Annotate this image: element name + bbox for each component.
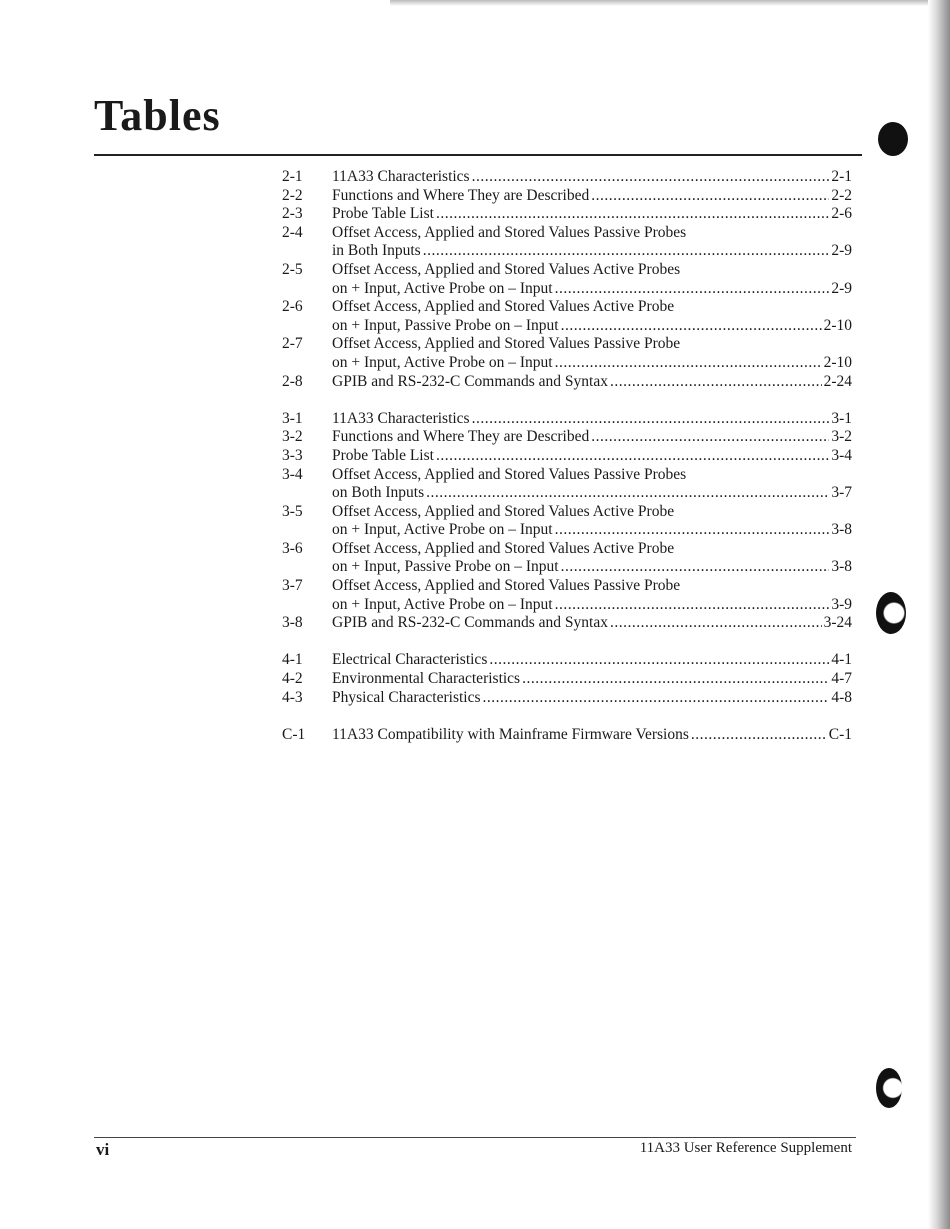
table-entry-body xyxy=(332,670,852,689)
page-reference: 3-9 xyxy=(831,595,852,613)
table-title-lastline xyxy=(332,187,852,206)
document-title: 11A33 User Reference Supplement xyxy=(639,1140,852,1156)
table-entry[interactable] xyxy=(282,168,852,187)
table-number: 3-4 xyxy=(282,465,303,483)
table-entry-body xyxy=(332,261,852,298)
table-entry-body xyxy=(332,187,852,206)
table-title-line: Offset Access, Applied and Stored Values Active Probe xyxy=(332,502,675,520)
table-entry-body xyxy=(332,447,852,466)
table-title: 11A33 Compatibility with Mainframe Firmware Versions xyxy=(332,725,689,743)
table-entry[interactable] xyxy=(282,577,852,614)
table-title-lastline xyxy=(332,726,852,745)
dot-leader xyxy=(610,373,822,392)
table-title-lastline xyxy=(332,558,852,577)
binder-hole-top xyxy=(878,122,908,156)
dot-leader xyxy=(691,726,827,745)
dot-leader xyxy=(472,168,830,187)
page-reference: 2-10 xyxy=(823,316,852,334)
table-title-line: Offset Access, Applied and Stored Values Active Probe xyxy=(332,298,675,316)
table-title: on Both Inputs xyxy=(332,484,425,502)
table-entry[interactable] xyxy=(282,447,852,466)
table-group xyxy=(282,168,852,391)
table-number: 4-3 xyxy=(282,688,303,706)
page-reference: 3-2 xyxy=(831,428,852,446)
table-entry[interactable] xyxy=(282,503,852,540)
dot-leader xyxy=(423,242,830,261)
table-number: 2-2 xyxy=(282,186,303,204)
table-entry[interactable] xyxy=(282,540,852,577)
table-title: Environmental Characteristics xyxy=(332,670,521,688)
table-number: C-1 xyxy=(282,725,306,743)
table-title: on + Input, Passive Probe on – Input xyxy=(332,316,559,334)
table-number: 3-6 xyxy=(282,539,303,557)
table-title-lastline xyxy=(332,410,852,429)
table-entry[interactable] xyxy=(282,651,852,670)
table-number: 4-1 xyxy=(282,651,303,669)
page-reference: 2-6 xyxy=(831,205,852,223)
table-title-line: Offset Access, Applied and Stored Values Active Probes xyxy=(332,260,681,278)
table-title-lastline xyxy=(332,521,852,540)
table-entry-body xyxy=(332,577,852,614)
table-entry-body xyxy=(332,428,852,447)
table-title-lastline xyxy=(332,651,852,670)
table-entry-body xyxy=(332,503,852,540)
dot-leader xyxy=(561,558,830,577)
table-entry[interactable] xyxy=(282,335,852,372)
page-reference: 2-9 xyxy=(831,242,852,260)
table-entry-body xyxy=(332,298,852,335)
table-group xyxy=(282,410,852,633)
table-entry-body xyxy=(332,614,852,633)
table-title: on + Input, Active Probe on – Input xyxy=(332,279,553,297)
table-number: 2-7 xyxy=(282,335,303,353)
table-title-line: Offset Access, Applied and Stored Values Passive Probe xyxy=(332,335,681,353)
table-number: 2-5 xyxy=(282,260,303,278)
table-title-lastline xyxy=(332,168,852,187)
table-number: 3-8 xyxy=(282,614,303,632)
table-title-line: Offset Access, Applied and Stored Values Passive Probe xyxy=(332,577,681,595)
table-number: 3-3 xyxy=(282,446,303,464)
dot-leader xyxy=(522,670,829,689)
dot-leader xyxy=(555,596,830,615)
table-entry[interactable] xyxy=(282,670,852,689)
table-number: 3-5 xyxy=(282,502,303,520)
table-title-lastline xyxy=(332,242,852,261)
table-title-lastline xyxy=(332,373,852,392)
page-number: vi xyxy=(96,1140,110,1159)
table-title-lastline xyxy=(332,205,852,224)
table-title: GPIB and RS-232-C Commands and Syntax xyxy=(332,372,608,390)
table-group xyxy=(282,726,852,745)
page-reference: 3-7 xyxy=(831,484,852,502)
table-title-lastline xyxy=(332,447,852,466)
table-title: 11A33 Characteristics xyxy=(332,168,470,185)
dot-leader xyxy=(610,614,822,633)
table-number: 4-2 xyxy=(282,670,303,688)
table-entry[interactable] xyxy=(282,187,852,206)
table-title-line: Offset Access, Applied and Stored Values Passive Probes xyxy=(332,465,687,483)
dot-leader xyxy=(561,317,822,336)
page-reference: 3-24 xyxy=(823,614,852,632)
dot-leader xyxy=(591,428,829,447)
table-title-line: Offset Access, Applied and Stored Values Active Probe xyxy=(332,539,675,557)
dot-leader xyxy=(555,280,830,299)
dot-leader xyxy=(555,521,830,540)
table-title-lastline xyxy=(332,596,852,615)
table-title-lastline xyxy=(332,428,852,447)
table-entry-body xyxy=(332,205,852,224)
page-title: Tables xyxy=(94,91,221,140)
dot-leader xyxy=(426,484,829,503)
table-entry-body xyxy=(332,689,852,708)
table-entry[interactable] xyxy=(282,261,852,298)
table-title: on + Input, Active Probe on – Input xyxy=(332,521,553,539)
table-number: 3-7 xyxy=(282,577,303,595)
table-title: Functions and Where They are Described xyxy=(332,186,590,204)
page-reference: 3-8 xyxy=(831,521,852,539)
table-list xyxy=(282,168,852,763)
title-rule xyxy=(94,154,862,156)
table-entry[interactable] xyxy=(282,726,852,745)
table-entry[interactable] xyxy=(282,466,852,503)
table-number: 2-4 xyxy=(282,223,303,241)
table-title-lastline xyxy=(332,280,852,299)
table-title: Electrical Characteristics xyxy=(332,651,488,669)
page-reference: 3-8 xyxy=(831,558,852,576)
table-entry[interactable] xyxy=(282,224,852,261)
table-title: on + Input, Active Probe on – Input xyxy=(332,353,553,371)
binder-hole-bottom xyxy=(876,1068,902,1108)
table-number: 2-1 xyxy=(282,168,303,185)
dot-leader xyxy=(489,651,829,670)
table-title: on + Input, Active Probe on – Input xyxy=(332,595,553,613)
table-entry[interactable] xyxy=(282,410,852,429)
dot-leader xyxy=(591,187,829,206)
page-reference: 3-1 xyxy=(831,409,852,427)
dot-leader xyxy=(472,410,830,429)
table-entry[interactable] xyxy=(282,298,852,335)
table-entry-body xyxy=(332,224,852,261)
page-reference: 4-8 xyxy=(831,688,852,706)
table-number: 3-1 xyxy=(282,409,303,427)
page-reference: 2-9 xyxy=(831,279,852,297)
table-entry[interactable] xyxy=(282,428,852,447)
table-entry[interactable] xyxy=(282,614,852,633)
dot-leader xyxy=(483,689,830,708)
table-entry-body xyxy=(332,651,852,670)
page-reference: C-1 xyxy=(828,725,852,743)
dot-leader xyxy=(436,205,829,224)
table-title: Probe Table List xyxy=(332,446,434,464)
table-title: on + Input, Passive Probe on – Input xyxy=(332,558,559,576)
page-edge-shadow xyxy=(928,0,950,1229)
table-title-lastline xyxy=(332,614,852,633)
binder-hole-middle xyxy=(876,592,906,634)
table-entry-body xyxy=(332,335,852,372)
table-number: 2-6 xyxy=(282,298,303,316)
table-entry[interactable] xyxy=(282,373,852,392)
table-title-lastline xyxy=(332,317,852,336)
table-title: in Both Inputs xyxy=(332,242,421,260)
table-title-lastline xyxy=(332,689,852,708)
scan-top-shadow xyxy=(390,0,950,6)
table-title: Probe Table List xyxy=(332,205,434,223)
table-entry-body xyxy=(332,410,852,429)
table-entry-body xyxy=(332,540,852,577)
table-title-lastline xyxy=(332,670,852,689)
table-number: 2-8 xyxy=(282,372,303,390)
page-reference: 3-4 xyxy=(831,446,852,464)
page-reference: 2-2 xyxy=(831,186,852,204)
table-group xyxy=(282,651,852,707)
table-title: GPIB and RS-232-C Commands and Syntax xyxy=(332,614,608,632)
page-reference: 4-1 xyxy=(831,651,852,669)
table-title: 11A33 Characteristics xyxy=(332,409,470,427)
table-title-lastline xyxy=(332,354,852,373)
page-reference: 4-7 xyxy=(831,670,852,688)
table-entry-body xyxy=(332,726,852,745)
table-number: 2-3 xyxy=(282,205,303,223)
table-title: Functions and Where They are Described xyxy=(332,428,590,446)
table-title: Physical Characteristics xyxy=(332,688,481,706)
dot-leader xyxy=(436,447,829,466)
table-number: 3-2 xyxy=(282,428,303,446)
table-entry-body xyxy=(332,168,852,187)
footer-rule xyxy=(94,1137,856,1138)
table-entry-body xyxy=(332,373,852,392)
table-entry[interactable] xyxy=(282,205,852,224)
page-reference: 2-24 xyxy=(823,372,852,390)
page-reference: 2-1 xyxy=(831,168,852,185)
table-entry[interactable] xyxy=(282,689,852,708)
table-entry-body xyxy=(332,466,852,503)
dot-leader xyxy=(555,354,822,373)
table-title-line: Offset Access, Applied and Stored Values Passive Probes xyxy=(332,223,687,241)
table-title-lastline xyxy=(332,484,852,503)
page-reference: 2-10 xyxy=(823,353,852,371)
